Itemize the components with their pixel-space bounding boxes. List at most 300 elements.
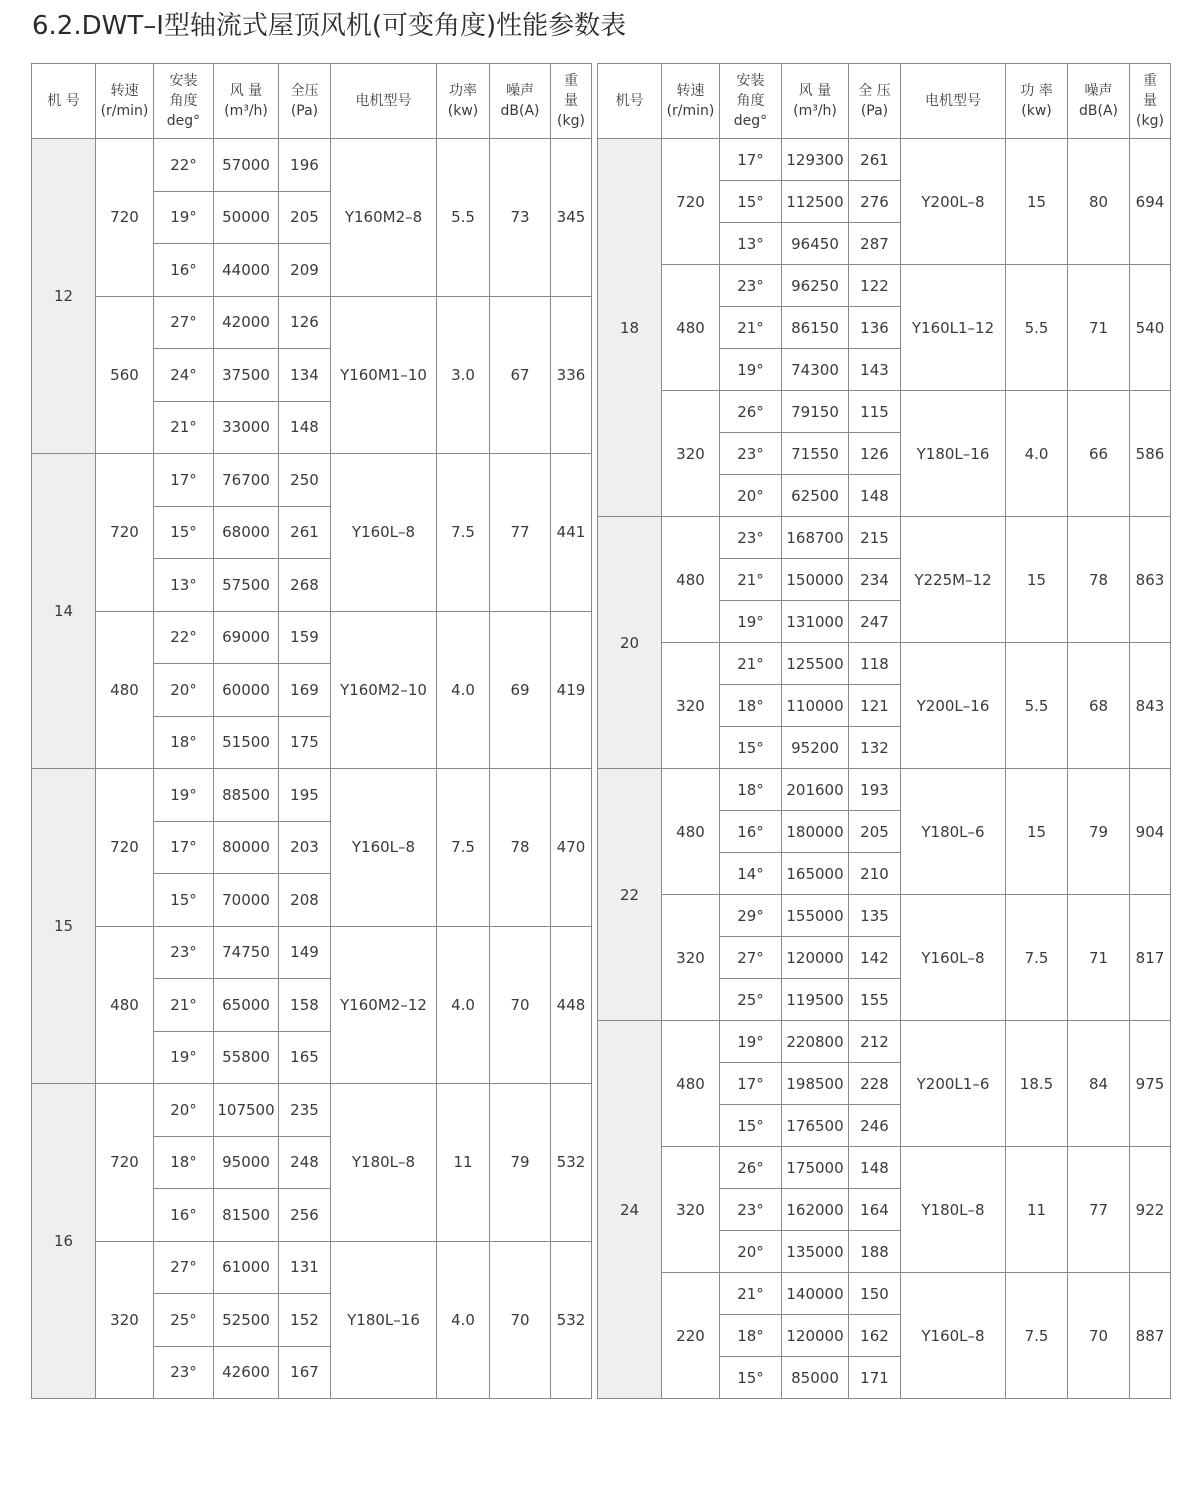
angle-cell: 17°	[154, 454, 214, 507]
header-line: (Pa)	[290, 103, 319, 119]
pressure-cell: 131	[279, 1241, 331, 1294]
angle-cell: 17°	[720, 139, 782, 181]
power-cell: 15	[1006, 139, 1068, 265]
noise-cell: 79	[490, 1084, 551, 1242]
fan-number-cell: 18	[598, 139, 662, 517]
table-row	[598, 391, 1171, 433]
power-cell: 5.5	[1006, 643, 1068, 769]
weight-cell: 817	[1130, 895, 1171, 1021]
pressure-cell: 256	[279, 1189, 331, 1242]
header-line: (m³/h)	[224, 103, 268, 119]
speed-cell: 720	[96, 1084, 154, 1242]
pressure-cell: 250	[279, 454, 331, 507]
pressure-cell: 228	[849, 1063, 901, 1105]
noise-cell: 67	[490, 296, 551, 454]
angle-cell: 23°	[154, 926, 214, 979]
angle-cell: 19°	[154, 769, 214, 822]
fan-number-cell: 16	[32, 1084, 96, 1399]
motor-model-cell: Y180L–16	[331, 1241, 437, 1399]
angle-cell: 14°	[720, 853, 782, 895]
speed-cell: 480	[96, 926, 154, 1084]
angle-cell: 19°	[720, 349, 782, 391]
pressure-cell: 261	[849, 139, 901, 181]
angle-cell: 15°	[154, 874, 214, 927]
pressure-cell: 212	[849, 1021, 901, 1063]
pressure-cell: 210	[849, 853, 901, 895]
fan-number-cell: 14	[32, 454, 96, 769]
header-line: 电机型号	[925, 93, 981, 109]
table-row	[598, 1021, 1171, 1063]
header-speed	[662, 64, 720, 139]
noise-cell: 69	[490, 611, 551, 769]
header-power	[1006, 64, 1068, 139]
noise-cell: 79	[1068, 769, 1130, 895]
fan-number-cell: 22	[598, 769, 662, 1021]
pressure-cell: 150	[849, 1273, 901, 1315]
noise-cell: 78	[490, 769, 551, 927]
speed-cell: 320	[662, 391, 720, 517]
table-row	[32, 139, 592, 192]
angle-cell: 15°	[154, 506, 214, 559]
airflow-cell: 168700	[782, 517, 849, 559]
noise-cell: 70	[490, 926, 551, 1084]
angle-cell: 15°	[720, 181, 782, 223]
airflow-cell: 86150	[782, 307, 849, 349]
table-row	[32, 1241, 592, 1294]
motor-model-cell: Y180L–6	[901, 769, 1006, 895]
header-line: (kg)	[557, 113, 585, 129]
motor-model-cell: Y225M–12	[901, 517, 1006, 643]
angle-cell: 13°	[720, 223, 782, 265]
header-power	[437, 64, 490, 139]
pressure-cell: 142	[849, 937, 901, 979]
header-line: (kw)	[447, 103, 479, 119]
speed-cell: 480	[662, 265, 720, 391]
noise-cell: 71	[1068, 265, 1130, 391]
weight-cell: 975	[1130, 1021, 1171, 1147]
airflow-cell: 52500	[214, 1294, 279, 1347]
pressure-cell: 158	[279, 979, 331, 1032]
pressure-cell: 209	[279, 244, 331, 297]
angle-cell: 27°	[720, 937, 782, 979]
airflow-cell: 74300	[782, 349, 849, 391]
fan-number-cell: 12	[32, 139, 96, 454]
weight-cell: 441	[551, 454, 592, 612]
fan-number-cell: 20	[598, 517, 662, 769]
table-row	[598, 1147, 1171, 1189]
noise-cell: 78	[1068, 517, 1130, 643]
angle-cell: 26°	[720, 1147, 782, 1189]
power-cell: 18.5	[1006, 1021, 1068, 1147]
motor-model-cell: Y200L–16	[901, 643, 1006, 769]
angle-cell: 21°	[154, 401, 214, 454]
header-line: deg°	[733, 113, 768, 129]
airflow-cell: 51500	[214, 716, 279, 769]
angle-cell: 22°	[154, 611, 214, 664]
angle-cell: 18°	[154, 1136, 214, 1189]
pressure-cell: 134	[279, 349, 331, 402]
weight-cell: 863	[1130, 517, 1171, 643]
angle-cell: 17°	[720, 1063, 782, 1105]
motor-model-cell: Y160M2–10	[331, 611, 437, 769]
table-row	[32, 454, 592, 507]
airflow-cell: 85000	[782, 1357, 849, 1399]
noise-cell: 70	[490, 1241, 551, 1399]
angle-cell: 24°	[154, 349, 214, 402]
airflow-cell: 62500	[782, 475, 849, 517]
table-row	[598, 139, 1171, 181]
header-motor-model	[331, 64, 437, 139]
angle-cell: 20°	[720, 1231, 782, 1273]
pressure-cell: 126	[279, 296, 331, 349]
power-cell: 7.5	[1006, 895, 1068, 1021]
airflow-cell: 120000	[782, 1315, 849, 1357]
motor-model-cell: Y160L–8	[901, 1273, 1006, 1399]
airflow-cell: 120000	[782, 937, 849, 979]
speed-cell: 480	[662, 1021, 720, 1147]
noise-cell: 71	[1068, 895, 1130, 1021]
airflow-cell: 96250	[782, 265, 849, 307]
angle-cell: 27°	[154, 1241, 214, 1294]
pressure-cell: 152	[279, 1294, 331, 1347]
airflow-cell: 57500	[214, 559, 279, 612]
motor-model-cell: Y180L–16	[901, 391, 1006, 517]
motor-model-cell: Y180L–8	[331, 1084, 437, 1242]
pressure-cell: 246	[849, 1105, 901, 1147]
airflow-cell: 140000	[782, 1273, 849, 1315]
speed-cell: 320	[662, 1147, 720, 1273]
airflow-cell: 165000	[782, 853, 849, 895]
motor-model-cell: Y160M1–10	[331, 296, 437, 454]
speed-cell: 720	[96, 769, 154, 927]
pressure-cell: 205	[849, 811, 901, 853]
header-angle	[154, 64, 214, 139]
pressure-cell: 208	[279, 874, 331, 927]
angle-cell: 23°	[154, 1346, 214, 1399]
airflow-cell: 79150	[782, 391, 849, 433]
airflow-cell: 198500	[782, 1063, 849, 1105]
pressure-cell: 205	[279, 191, 331, 244]
header-airflow	[214, 64, 279, 139]
angle-cell: 17°	[154, 821, 214, 874]
page-title: 6.2.DWT–I型轴流式屋顶风机(可变角度)性能参数表	[32, 11, 627, 41]
header-line: 量	[564, 93, 578, 109]
pressure-cell: 167	[279, 1346, 331, 1399]
header-line: (m³/h)	[793, 103, 837, 119]
power-cell: 7.5	[437, 769, 490, 927]
pressure-cell: 135	[849, 895, 901, 937]
pressure-cell: 169	[279, 664, 331, 717]
table-row	[32, 296, 592, 349]
airflow-cell: 88500	[214, 769, 279, 822]
pressure-cell: 165	[279, 1031, 331, 1084]
angle-cell: 21°	[720, 1273, 782, 1315]
pressure-cell: 115	[849, 391, 901, 433]
motor-model-cell: Y160L–8	[331, 454, 437, 612]
speed-cell: 320	[96, 1241, 154, 1399]
weight-cell: 540	[1130, 265, 1171, 391]
power-cell: 4.0	[437, 926, 490, 1084]
motor-model-cell: Y160L–8	[331, 769, 437, 927]
airflow-cell: 44000	[214, 244, 279, 297]
pressure-cell: 196	[279, 139, 331, 192]
pressure-cell: 235	[279, 1084, 331, 1137]
power-cell: 7.5	[1006, 1273, 1068, 1399]
noise-cell: 66	[1068, 391, 1130, 517]
airflow-cell: 125500	[782, 643, 849, 685]
airflow-cell: 220800	[782, 1021, 849, 1063]
pressure-cell: 175	[279, 716, 331, 769]
header-line: 安装	[736, 73, 765, 89]
header-fan-no	[598, 64, 662, 139]
airflow-cell: 60000	[214, 664, 279, 717]
pressure-cell: 203	[279, 821, 331, 874]
header-row	[32, 64, 592, 139]
weight-cell: 345	[551, 139, 592, 297]
power-cell: 15	[1006, 517, 1068, 643]
weight-cell: 586	[1130, 391, 1171, 517]
pressure-cell: 171	[849, 1357, 901, 1399]
angle-cell: 16°	[154, 244, 214, 297]
power-cell: 4.0	[437, 1241, 490, 1399]
table-row	[32, 769, 592, 822]
header-pressure	[849, 64, 901, 139]
header-line: 重	[1143, 73, 1157, 89]
header-line: (Pa)	[860, 103, 889, 119]
airflow-cell: 95200	[782, 727, 849, 769]
pressure-cell: 188	[849, 1231, 901, 1273]
header-motor-model	[901, 64, 1006, 139]
airflow-cell: 119500	[782, 979, 849, 1021]
angle-cell: 29°	[720, 895, 782, 937]
pressure-cell: 132	[849, 727, 901, 769]
airflow-cell: 61000	[214, 1241, 279, 1294]
pressure-cell: 159	[279, 611, 331, 664]
airflow-cell: 176500	[782, 1105, 849, 1147]
noise-cell: 73	[490, 139, 551, 297]
pressure-cell: 162	[849, 1315, 901, 1357]
angle-cell: 19°	[154, 1031, 214, 1084]
airflow-cell: 135000	[782, 1231, 849, 1273]
header-line: 量	[1143, 93, 1157, 109]
angle-cell: 21°	[720, 559, 782, 601]
noise-cell: 77	[1068, 1147, 1130, 1273]
table-row	[598, 643, 1171, 685]
pressure-cell: 148	[279, 401, 331, 454]
header-line: (r/min)	[100, 103, 149, 119]
airflow-cell: 96450	[782, 223, 849, 265]
header-line: 角度	[736, 93, 765, 109]
pressure-cell: 149	[279, 926, 331, 979]
angle-cell: 16°	[720, 811, 782, 853]
angle-cell: 23°	[720, 433, 782, 475]
header-pressure	[279, 64, 331, 139]
airflow-cell: 42000	[214, 296, 279, 349]
airflow-cell: 201600	[782, 769, 849, 811]
angle-cell: 15°	[720, 1105, 782, 1147]
weight-cell: 532	[551, 1084, 592, 1242]
angle-cell: 18°	[154, 716, 214, 769]
pressure-cell: 234	[849, 559, 901, 601]
angle-cell: 20°	[154, 664, 214, 717]
motor-model-cell: Y200L1–6	[901, 1021, 1006, 1147]
table-row	[32, 1084, 592, 1137]
weight-cell: 904	[1130, 769, 1171, 895]
speed-cell: 480	[662, 517, 720, 643]
weight-cell: 336	[551, 296, 592, 454]
header-row	[598, 64, 1171, 139]
weight-cell: 922	[1130, 1147, 1171, 1273]
header-line: (r/min)	[666, 103, 715, 119]
angle-cell: 21°	[720, 643, 782, 685]
power-cell: 7.5	[437, 454, 490, 612]
pressure-cell: 248	[279, 1136, 331, 1189]
header-line: 全压	[290, 83, 319, 99]
angle-cell: 16°	[154, 1189, 214, 1242]
header-noise	[1068, 64, 1130, 139]
weight-cell: 532	[551, 1241, 592, 1399]
airflow-cell: 129300	[782, 139, 849, 181]
header-airflow	[782, 64, 849, 139]
table-row	[32, 611, 592, 664]
table-row	[598, 769, 1171, 811]
header-line: 转速	[676, 83, 705, 99]
power-cell: 11	[1006, 1147, 1068, 1273]
header-line: 全 压	[858, 83, 891, 99]
angle-cell: 21°	[154, 979, 214, 1032]
table-row	[598, 1273, 1171, 1315]
header-line: 噪声	[506, 83, 534, 99]
weight-cell: 843	[1130, 643, 1171, 769]
power-cell: 5.5	[1006, 265, 1068, 391]
header-line: dB(A)	[1079, 103, 1118, 119]
speed-cell: 480	[662, 769, 720, 895]
header-weight	[551, 64, 592, 139]
pressure-cell: 122	[849, 265, 901, 307]
noise-cell: 77	[490, 454, 551, 612]
header-line: 角度	[169, 93, 198, 109]
weight-cell: 448	[551, 926, 592, 1084]
pressure-cell: 276	[849, 181, 901, 223]
pressure-cell: 215	[849, 517, 901, 559]
header-line: 风 量	[229, 83, 263, 99]
motor-model-cell: Y200L–8	[901, 139, 1006, 265]
power-cell: 4.0	[1006, 391, 1068, 517]
angle-cell: 25°	[154, 1294, 214, 1347]
airflow-cell: 37500	[214, 349, 279, 402]
pressure-cell: 164	[849, 1189, 901, 1231]
pressure-cell: 126	[849, 433, 901, 475]
header-speed	[96, 64, 154, 139]
motor-model-cell: Y160M2–8	[331, 139, 437, 297]
airflow-cell: 107500	[214, 1084, 279, 1137]
table-row	[598, 517, 1171, 559]
airflow-cell: 74750	[214, 926, 279, 979]
header-line: (kg)	[1136, 113, 1164, 129]
airflow-cell: 50000	[214, 191, 279, 244]
airflow-cell: 155000	[782, 895, 849, 937]
motor-model-cell: Y160L1–12	[901, 265, 1006, 391]
noise-cell: 84	[1068, 1021, 1130, 1147]
performance-table-right	[597, 63, 1171, 1399]
motor-model-cell: Y180L–8	[901, 1147, 1006, 1273]
power-cell: 5.5	[437, 139, 490, 297]
header-noise	[490, 64, 551, 139]
pressure-cell: 195	[279, 769, 331, 822]
airflow-cell: 150000	[782, 559, 849, 601]
airflow-cell: 70000	[214, 874, 279, 927]
table-row	[32, 926, 592, 979]
table-row	[598, 265, 1171, 307]
noise-cell: 80	[1068, 139, 1130, 265]
pressure-cell: 143	[849, 349, 901, 391]
header-weight	[1130, 64, 1171, 139]
airflow-cell: 180000	[782, 811, 849, 853]
fan-number-cell: 24	[598, 1021, 662, 1399]
pressure-cell: 193	[849, 769, 901, 811]
speed-cell: 480	[96, 611, 154, 769]
angle-cell: 19°	[720, 1021, 782, 1063]
angle-cell: 19°	[154, 191, 214, 244]
angle-cell: 18°	[720, 1315, 782, 1357]
airflow-cell: 65000	[214, 979, 279, 1032]
speed-cell: 320	[662, 643, 720, 769]
header-line: 安装	[169, 73, 198, 89]
fan-number-cell: 15	[32, 769, 96, 1084]
angle-cell: 22°	[154, 139, 214, 192]
airflow-cell: 71550	[782, 433, 849, 475]
header-line: 转速	[110, 83, 139, 99]
airflow-cell: 112500	[782, 181, 849, 223]
angle-cell: 25°	[720, 979, 782, 1021]
speed-cell: 220	[662, 1273, 720, 1399]
airflow-cell: 68000	[214, 506, 279, 559]
angle-cell: 27°	[154, 296, 214, 349]
angle-cell: 18°	[720, 769, 782, 811]
header-line: 风 量	[798, 83, 832, 99]
performance-table-left	[31, 63, 592, 1399]
pressure-cell: 148	[849, 475, 901, 517]
angle-cell: 23°	[720, 265, 782, 307]
pressure-cell: 118	[849, 643, 901, 685]
speed-cell: 720	[662, 139, 720, 265]
header-line: dB(A)	[500, 103, 540, 119]
noise-cell: 70	[1068, 1273, 1130, 1399]
header-line: 电机型号	[355, 93, 412, 109]
weight-cell: 470	[551, 769, 592, 927]
pressure-cell: 121	[849, 685, 901, 727]
angle-cell: 13°	[154, 559, 214, 612]
airflow-cell: 131000	[782, 601, 849, 643]
angle-cell: 23°	[720, 517, 782, 559]
header-line: 功率	[449, 83, 477, 99]
speed-cell: 720	[96, 454, 154, 612]
airflow-cell: 42600	[214, 1346, 279, 1399]
airflow-cell: 81500	[214, 1189, 279, 1242]
angle-cell: 20°	[720, 475, 782, 517]
airflow-cell: 69000	[214, 611, 279, 664]
angle-cell: 21°	[720, 307, 782, 349]
pressure-cell: 268	[279, 559, 331, 612]
airflow-cell: 95000	[214, 1136, 279, 1189]
pressure-cell: 136	[849, 307, 901, 349]
motor-model-cell: Y160M2–12	[331, 926, 437, 1084]
pressure-cell: 247	[849, 601, 901, 643]
header-line: 机号	[615, 93, 644, 109]
speed-cell: 720	[96, 139, 154, 297]
weight-cell: 887	[1130, 1273, 1171, 1399]
table-row	[598, 895, 1171, 937]
